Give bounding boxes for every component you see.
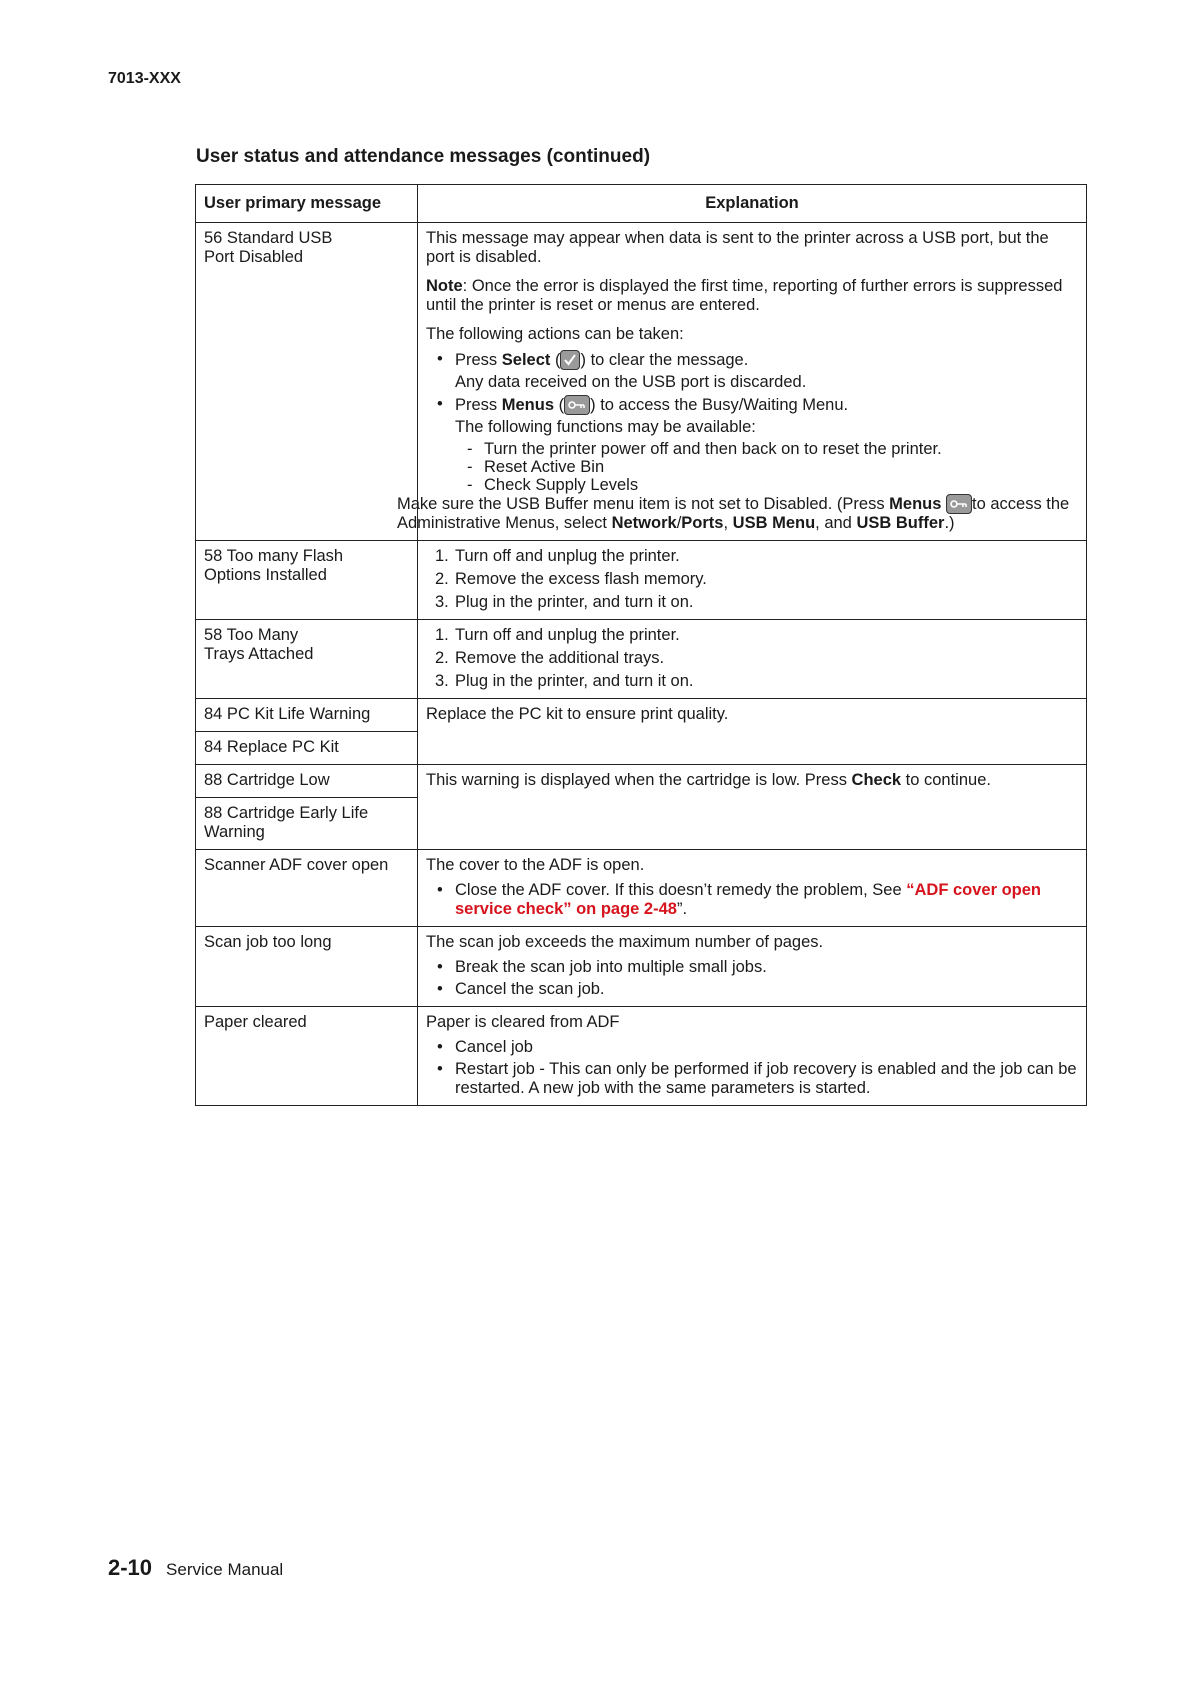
section-title: User status and attendance messages (continued) <box>196 146 651 167</box>
message-cell <box>196 223 418 541</box>
explanation-cell <box>418 620 1087 699</box>
explanation-cell <box>418 850 1087 927</box>
list-item: • Restart job - This can only be performed if job recovery is enabled and the job can be restarted. A new job with the same parameters is started. <box>426 1060 1078 1098</box>
explanation-cell <box>418 1007 1087 1106</box>
list-item: - Reset Active Bin <box>455 458 1078 476</box>
menu-key-icon <box>564 395 590 415</box>
table-row <box>196 541 1087 620</box>
message-line: Options Installed <box>204 566 327 584</box>
actions-list <box>426 958 1078 999</box>
message-line: 56 Standard USB <box>204 229 333 247</box>
list-item: 3. Plug in the printer, and turn it on. <box>435 593 694 611</box>
col-header-explanation: Explanation <box>418 185 1087 223</box>
message-line: 58 Too many Flash <box>204 547 344 565</box>
list-item: - Check Supply Levels <box>455 476 1078 494</box>
page-footer <box>108 1555 283 1581</box>
message-cell: 88 Cartridge Low <box>196 765 418 798</box>
list-item: 1. Turn off and unplug the printer. <box>435 547 680 565</box>
message-line: Port Disabled <box>204 248 304 266</box>
explanation-cell <box>418 927 1087 1007</box>
explanation-text: Paper is cleared from ADF <box>426 1013 620 1031</box>
list-item-detail: The following functions may be available: <box>455 418 756 436</box>
message-line: 58 Too Many <box>204 626 299 644</box>
explanation-cell: Replace the PC kit to ensure print quality. <box>418 699 1087 765</box>
list-item: • Cancel the scan job. <box>426 980 1078 999</box>
adf-cover-service-check-link[interactable]: “ADF cover open service check” on page 2-48 <box>455 881 1042 918</box>
explanation-cell <box>397 223 1087 541</box>
explanation-text: The cover to the ADF is open. <box>426 856 645 874</box>
explanation-cell <box>418 541 1087 620</box>
actions-list <box>426 881 1078 919</box>
list-item: • Cancel job <box>426 1038 1078 1057</box>
message-cell: 84 PC Kit Life Warning <box>196 699 418 732</box>
list-item: • Press Menus ( ) to access the Busy/Waiting Menu. The following functions may be available: - Turn the printer power off and then back on to reset the printer. - Reset Active Bin - Check Supply Levels <box>426 395 1078 494</box>
list-item: • Break the scan job into multiple small jobs. <box>426 958 1078 977</box>
message-cell: Scanner ADF cover open <box>196 850 418 927</box>
actions-intro: The following actions can be taken: <box>426 325 684 343</box>
list-item: 2. Remove the excess flash memory. <box>435 570 707 588</box>
list-item: 2. Remove the additional trays. <box>435 649 665 667</box>
usb-buffer-instruction: Make sure the USB Buffer menu item is not set to Disabled. (Press Menus to access the Administrative Menus, select Network/Ports, USB Menu, and USB Buffer.) <box>397 495 1070 532</box>
actions-list <box>426 350 1078 494</box>
table-row <box>196 1007 1087 1106</box>
steps-list <box>426 626 1078 691</box>
list-item: - Turn the printer power off and then back on to reset the printer. <box>455 440 1078 458</box>
explanation-cell: This warning is displayed when the cartridge is low. Press Check to continue. <box>418 765 1087 850</box>
list-item: • Close the ADF cover. If this doesn’t remedy the problem, See “ADF cover open service check” on page 2-48”. <box>426 881 1078 919</box>
table-row <box>196 620 1087 699</box>
note-text: Note: Once the error is displayed the first time, reporting of further errors is suppressed until the printer is reset or menus are entered. <box>426 277 1063 314</box>
list-item: • Press Select ( ) to clear the message. Any data received on the USB port is discarded. <box>426 350 1078 392</box>
actions-list <box>426 1038 1078 1098</box>
messages-table <box>195 184 1087 1106</box>
table-header-row <box>196 185 1087 223</box>
list-item: 1. Turn off and unplug the printer. <box>435 626 680 644</box>
note-label: Note <box>426 277 463 295</box>
table-row <box>196 927 1087 1007</box>
steps-list <box>426 547 1078 612</box>
table-row <box>196 765 1087 798</box>
message-cell: Scan job too long <box>196 927 418 1007</box>
menus-label: Menus <box>501 396 555 414</box>
message-line: Warning <box>204 823 265 841</box>
list-item: 3. Plug in the printer, and turn it on. <box>435 672 694 690</box>
functions-list <box>455 440 1078 494</box>
table-row <box>196 850 1087 927</box>
message-line: 88 Cartridge Early Life <box>204 804 369 822</box>
message-cell: Paper cleared <box>196 1007 418 1106</box>
message-cell <box>196 798 418 850</box>
explanation-text: The scan job exceeds the maximum number of pages. <box>426 933 824 951</box>
table-row <box>196 223 1087 541</box>
select-checkmark-icon <box>560 350 580 370</box>
page-number: 2-10 <box>108 1555 153 1580</box>
list-item-detail: Any data received on the USB port is discarded. <box>455 373 807 391</box>
col-header-message: User primary message <box>196 185 418 223</box>
message-cell: 84 Replace PC Kit <box>196 732 418 765</box>
menu-key-icon <box>946 494 972 514</box>
message-line: Trays Attached <box>204 645 314 663</box>
select-label: Select <box>501 351 551 369</box>
document-code: 7013-XXX <box>108 70 181 87</box>
manual-title: Service Manual <box>166 1560 284 1579</box>
table-row <box>196 699 1087 732</box>
explanation-text: This message may appear when data is sent to the printer across a USB port, but the port is disabled. <box>426 229 1049 266</box>
message-cell <box>196 620 418 699</box>
message-cell <box>196 541 418 620</box>
